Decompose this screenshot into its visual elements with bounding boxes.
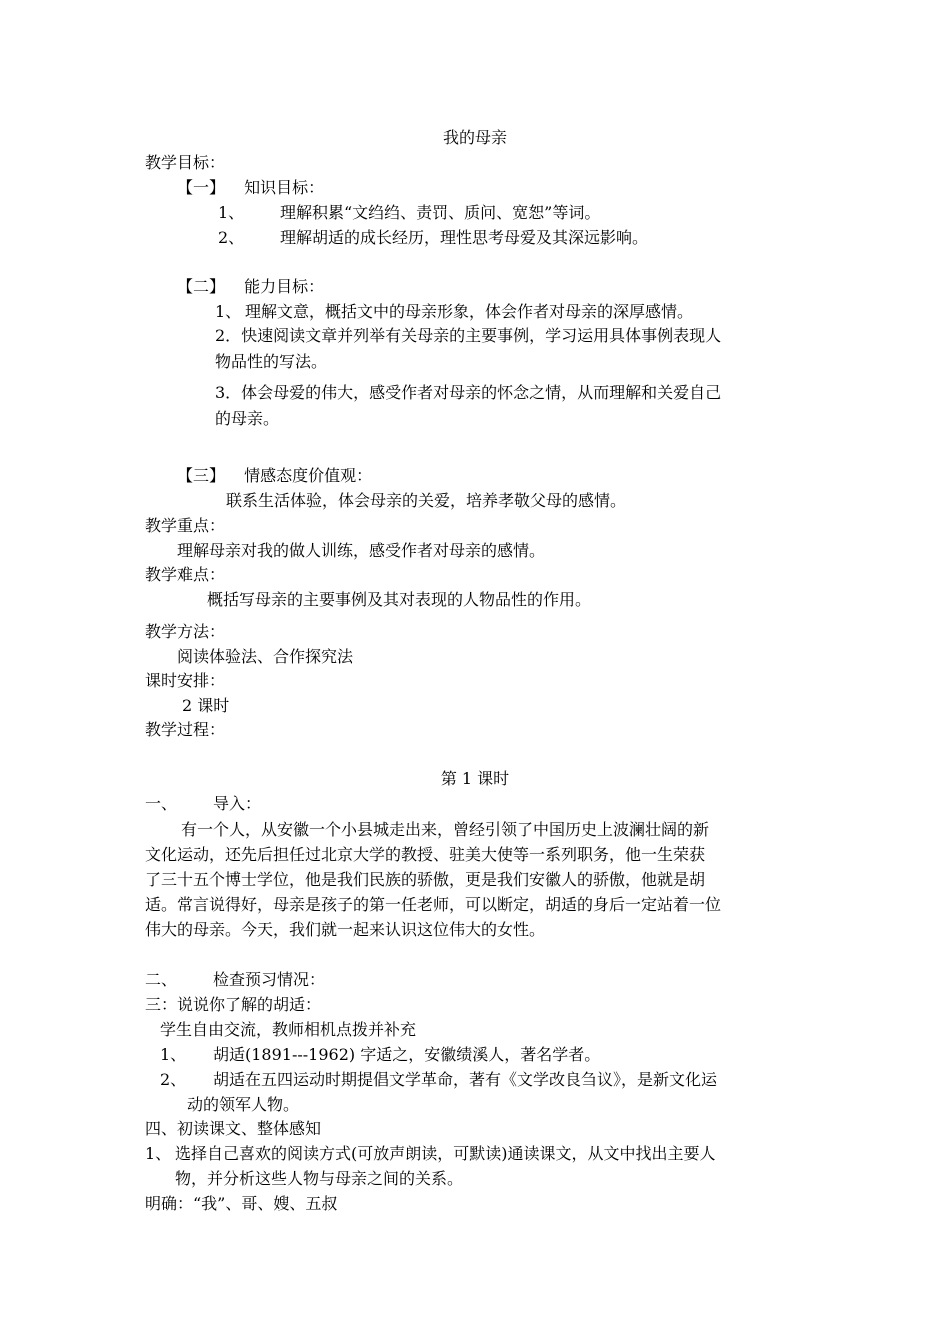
ability-item-line: 的母亲。	[215, 409, 280, 428]
reading-item	[145, 1142, 716, 1166]
emotion-objective-text: 联系生活体验，体会母亲的关爱，培养孝敬父母的感情。	[226, 491, 627, 510]
intro-paragraph-line: 了三十五个博士学位，他是我们民族的骄傲，更是我们安徽人的骄傲，他就是胡	[145, 870, 706, 889]
schedule-heading: 课时安排：	[145, 671, 226, 690]
item-text: 胡适(1891---1962) 字适之，安徽绩溪人，著名学者。	[213, 1045, 601, 1064]
item-text: 胡适在五四运动时期提倡文学革命，著有《文学改良刍议》，是新文化运	[213, 1070, 718, 1089]
item-number: 1、	[218, 203, 245, 222]
item-number: 2、	[218, 228, 245, 247]
intro-paragraph-line: 适。常言说得好，母亲是孩子的第一任老师，可以断定，胡适的身后一定站着一位	[145, 895, 722, 914]
difficulty-text: 概括写母亲的主要事例及其对表现的人物品性的作用。	[207, 590, 592, 609]
process-heading: 教学过程：	[145, 720, 226, 739]
emotion-objective-title: 情感态度价值观：	[244, 466, 373, 485]
preview-heading	[145, 968, 325, 992]
intro-title: 导入：	[213, 794, 262, 813]
ability-item-line: 3．体会母爱的伟大，感受作者对母亲的怀念之情，从而理解和关爱自己	[215, 383, 722, 402]
method-heading: 教学方法：	[145, 622, 226, 641]
reading-item-continuation: 物，并分析这些人物与母亲之间的关系。	[175, 1169, 464, 1188]
item-text: 理解胡适的成长经历，理性思考母爱及其深远影响。	[280, 228, 649, 247]
item-text: 理解积累“文绉绉、责罚、质问、宽恕”等词。	[280, 203, 601, 222]
hushi-item	[160, 1043, 600, 1067]
intro-paragraph-line: 有一个人，从安徽一个小县城走出来，曾经引领了中国历史上波澜壮阔的新	[181, 820, 710, 839]
method-text: 阅读体验法、合作探究法	[177, 647, 354, 666]
key-point-text: 理解母亲对我的做人训练，感受作者对母亲的感情。	[177, 541, 546, 560]
item-number: 1、	[160, 1045, 187, 1064]
knowledge-objective-title: 知识目标：	[244, 178, 325, 197]
emotion-objective-row	[177, 464, 372, 488]
section-label-three: 【三】	[177, 466, 226, 485]
knowledge-objective-row	[177, 176, 324, 200]
section-label-two: 【二】	[177, 277, 226, 296]
ability-item	[215, 300, 693, 324]
item-number: 1、	[145, 1144, 172, 1163]
reading-heading: 四、初读课文、整体感知	[145, 1119, 322, 1138]
intro-heading	[145, 792, 261, 816]
intro-paragraph-line: 伟大的母亲。今天，我们就一起来认识这位伟大的女性。	[145, 920, 546, 939]
hushi-item-continuation: 动的领军人物。	[187, 1095, 300, 1114]
knowledge-item	[218, 226, 648, 250]
difficulty-heading: 教学难点：	[145, 565, 226, 584]
reading-answer: 明确：“我”、哥、嫂、五叔	[145, 1194, 338, 1213]
hushi-item	[160, 1068, 717, 1092]
section-number: 一、	[145, 794, 178, 813]
section-number: 二、	[145, 970, 178, 989]
schedule-text: 2 课时	[182, 696, 230, 715]
ability-item-line: 2．快速阅读文章并列举有关母亲的主要事例，学习运用具体事例表现人	[215, 326, 722, 345]
ability-item-line: 物品性的写法。	[215, 352, 328, 371]
lesson-title: 第 1 课时	[440, 769, 510, 788]
preview-title: 检查预习情况：	[213, 970, 326, 989]
objectives-heading: 教学目标：	[145, 153, 226, 172]
ability-objective-row	[177, 275, 324, 299]
hushi-heading: 三：说说你了解的胡适：	[145, 995, 322, 1014]
item-number: 2、	[160, 1070, 187, 1089]
key-point-heading: 教学重点：	[145, 516, 226, 535]
intro-paragraph-line: 文化运动，还先后担任过北京大学的教授、驻美大使等一系列职务，他一生荣获	[145, 845, 706, 864]
section-label-one: 【一】	[177, 178, 226, 197]
hushi-subtitle: 学生自由交流，教师相机点拨并补充	[160, 1020, 417, 1039]
item-text: 选择自己喜欢的阅读方式(可放声朗读，可默读)通读课文，从文中找出主要人	[175, 1144, 716, 1163]
item-number: 1、	[215, 302, 242, 321]
knowledge-item	[218, 201, 600, 225]
ability-objective-title: 能力目标：	[244, 277, 325, 296]
item-text: 理解文意，概括文中的母亲形象，体会作者对母亲的深厚感情。	[245, 302, 694, 321]
document-title: 我的母亲	[442, 128, 507, 147]
